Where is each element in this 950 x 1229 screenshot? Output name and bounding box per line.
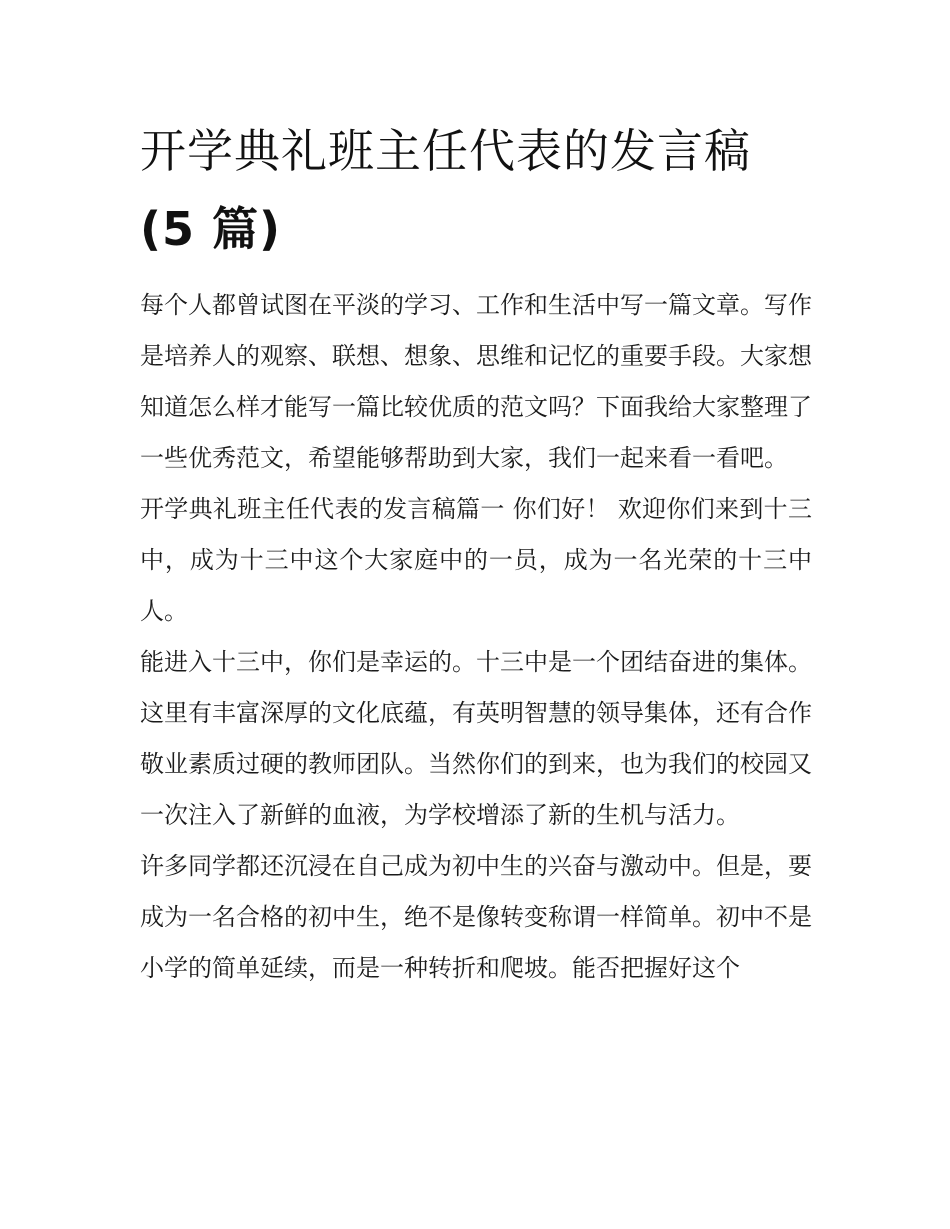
title-count: (5 篇) bbox=[140, 202, 282, 256]
document-title bbox=[140, 112, 812, 268]
body-paragraph: 能进入十三中，你们是幸运的。十三中是一个团结奋进的集体。这里有丰富深厚的文化底蕴，有英明智慧的领导集体，还有合作敬业素质过硬的教师团队。当然你们的到来，也为我们的校园又一次注入了新鲜的血液，为学校增添了新的生机与活力。 bbox=[140, 648, 812, 829]
body-paragraph: 许多同学都还沉浸在自己成为初中生的兴奋与激动中。但是，要成为一名合格的初中生，绝不是像转变称谓一样简单。初中不是小学的简单延续，而是一种转折和爬坡。能否把握好这个 bbox=[140, 852, 812, 982]
document-page bbox=[140, 112, 812, 994]
document-body bbox=[140, 280, 812, 994]
intro-paragraph: 每个人都曾试图在平淡的学习、工作和生活中写一篇文章。写作是培养人的观察、联想、想象、思维和记忆的重要手段。大家想知道怎么样才能写一篇比较优质的范文吗？下面我给大家整理了一些优秀范文，希望能够帮助到大家，我们一起来看一看吧。 bbox=[140, 291, 812, 472]
title-main: 开学典礼班主任代表的发言稿 bbox=[140, 124, 751, 178]
body-paragraph: 开学典礼班主任代表的发言稿篇一 你们好！ 欢迎你们来到十三中，成为十三中这个大家庭中的一员，成为一名光荣的十三中人。 bbox=[140, 495, 812, 625]
